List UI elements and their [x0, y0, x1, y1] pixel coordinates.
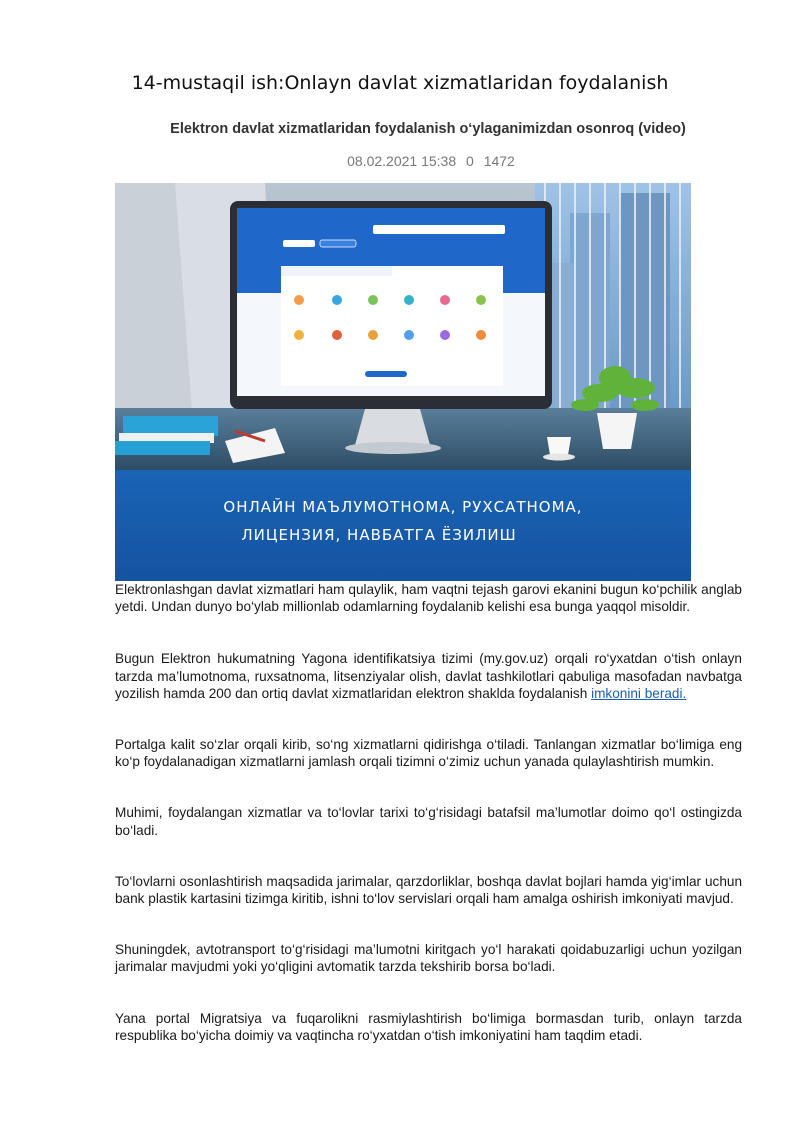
- article-body: [115, 581, 742, 1078]
- article-date: 08.02.2021 15:38: [347, 153, 457, 169]
- comment-count: 0: [466, 153, 474, 169]
- banner-line-1: ОНЛАЙН МАЪЛУМОТНОМА, РУХСАТНОМА,: [223, 498, 583, 516]
- paragraph: Portalga kalit so‘zlar orqali kirib, so‘ng xizmatlarni qidirishga o‘tiladi. Tanlangan xizmatlar bo‘limiga eng ko‘p foydalanadigan xizmatlarni jamlash orqali tizimni o‘zimiz uchun yanada qulaylashtirish mumkin.: [115, 737, 742, 770]
- paragraph: To‘lovlarni osonlashtirish maqsadida jarimalar, qarzdorliklar, boshqa davlat bojlari hamda yig‘imlar uchun bank plastik kartasini tizimga kiritib, ishni to‘lov servislari orqali ham amalga oshirish imkoniyati mavjud.: [115, 873, 742, 907]
- paragraph: Elektronlashgan davlat xizmatlari ham qulaylik, ham vaqtni tejash garovi ekanini bugun ko‘pchilik anglab yetdi. Undan dunyo bo‘ylab millionlab odamlarning foydalanib kelishi esa bunga yaqqol misoldir.: [115, 582, 742, 615]
- paragraph: Yana portal Migratsiya va fuqarolikni rasmiylashtirish bo‘limiga bormasdan turib, onlayn tarzda respublika bo‘yicha doimiy va vaqtincha ro‘yxatdan o‘tish imkoniyatini ham taqdim etadi.: [115, 1010, 742, 1043]
- article-image: [115, 183, 691, 581]
- inline-link[interactable]: imkonini beradi.: [591, 685, 687, 701]
- paragraph: [115, 650, 742, 702]
- document-title: 14-mustaqil ish:Onlayn davlat xizmatlaridan foydalanish: [131, 72, 669, 94]
- article-heading: Elektron davlat xizmatlaridan foydalanish o‘ylaganimizdan osonroq (video): [170, 121, 686, 137]
- view-count: 1472: [483, 153, 515, 169]
- article-meta: [0, 153, 800, 169]
- banner-line-2: ЛИЦЕНЗИЯ, НАВБАТГА ЁЗИЛИШ: [241, 526, 517, 544]
- paragraph: Muhimi, foydalangan xizmatlar va to‘lovlar tarixi to‘g‘risidagi batafsil ma’lumotlar doimo qo‘l ostingizda bo‘ladi.: [115, 805, 742, 838]
- paragraph-text: Bugun Elektron hukumatning Yagona identifikatsiya tizimi (my.gov.uz) orqali ro‘yxatdan o‘tish onlayn tarzda ma’lumotnoma, ruxsatnoma, litsenziyalar olish, davlat tashkilotlari qabuliga masofadan navbatga yozilish hamda 200 dan ortiq davlat xizmatlaridan elektron shaklda foydalanish: [115, 651, 742, 701]
- paragraph: Shuningdek, avtotransport to‘g‘risidagi ma’lumotni kiritgach yo‘l harakati qoidabuzarligi uchun yozilgan jarimalar mavjudmi yoki yo‘qligini avtomatik tarzda tekshirib borsa bo‘ladi.: [115, 942, 742, 975]
